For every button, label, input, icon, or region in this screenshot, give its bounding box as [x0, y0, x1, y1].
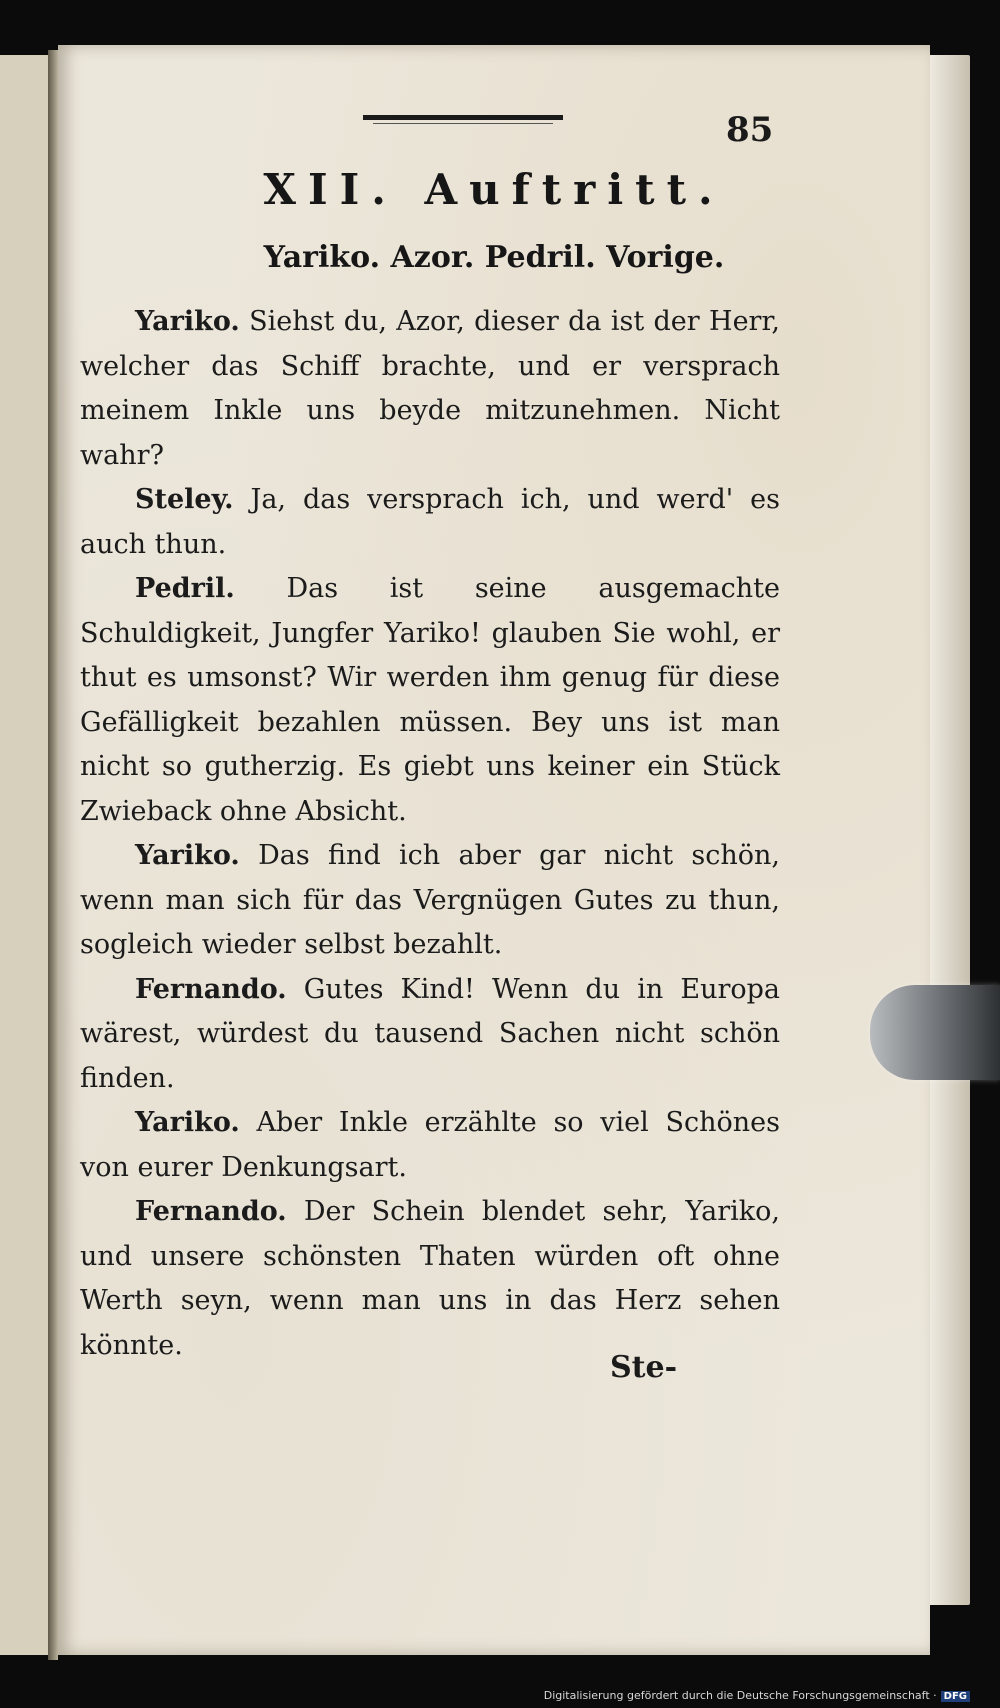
speaker-name: Fernando. [135, 973, 287, 1005]
speaker-name: Pedril. [135, 573, 235, 604]
speech [80, 300, 780, 478]
ornament-thick-rule [363, 115, 563, 120]
header-ornament-rule [363, 115, 563, 123]
speaker-name: Yariko. [135, 840, 240, 871]
speech [80, 968, 780, 1102]
credit-text: Digitalisierung gefördert durch die Deutsche Forschungsgemeinschaft · [543, 1689, 937, 1702]
speech-text: Das find ich aber gar nicht schön, wenn man sich für das Vergnügen Gutes zu thun, sogleich wieder selbst bezahlt. [80, 840, 780, 960]
speech-text: Siehst du, Azor, dieser da ist der Herr, welcher das Schiff brachte, und er versprach meinem Inkle uns beyde mitzunehmen. Nicht wahr? [80, 306, 780, 471]
dialogue-body [80, 300, 780, 1368]
speaker-name: Fernando. [135, 1196, 287, 1227]
speech [80, 834, 780, 968]
speaker-name: Yariko. [135, 306, 240, 337]
speech-text: Der Schein blendet sehr, Yariko, und unsere schönsten Thaten würden oft ohne Werth seyn, wenn man uns in das Herz sehen könnte. [80, 1196, 780, 1361]
cast-list: Yariko. Azor. Pedril. Vorige. [263, 240, 725, 275]
book-spine [48, 50, 58, 1660]
speech-text: Ja, das versprach ich, und werd' es auch thun. [80, 484, 780, 560]
scene-heading: XII. Auftritt. [263, 165, 725, 214]
speech [80, 1190, 780, 1368]
page-number: 85 [726, 110, 774, 150]
book-page [58, 45, 930, 1655]
catchword: Ste- [610, 1350, 678, 1385]
digitization-credit [544, 1689, 970, 1702]
dfg-logo: DFG [941, 1691, 970, 1702]
speech-text: Das ist seine ausgemachte Schuldigkeit, Jungfer Yariko! glauben Sie wohl, er thut es umsonst? Wir werden ihm genug für diese Gefälligkeit bezahlen müssen. Bey uns ist man nicht so gutherzig. Es giebt uns keiner ein Stück Zwieback ohne Absicht. [80, 573, 780, 827]
page-clip [870, 985, 1000, 1080]
speech [80, 1101, 780, 1190]
speech-text: Gutes Kind! Wenn du in Europa wärest, würdest du tausend Sachen nicht schön finden. [80, 973, 780, 1094]
speaker-name: Yariko. [135, 1107, 240, 1138]
speaker-name: Steley. [135, 484, 234, 515]
speech-text: Aber Inkle erzählte so viel Schönes von eurer Denkungsart. [80, 1107, 780, 1183]
speech [80, 567, 780, 834]
ornament-thin-rule [373, 123, 553, 124]
speech [80, 478, 780, 567]
